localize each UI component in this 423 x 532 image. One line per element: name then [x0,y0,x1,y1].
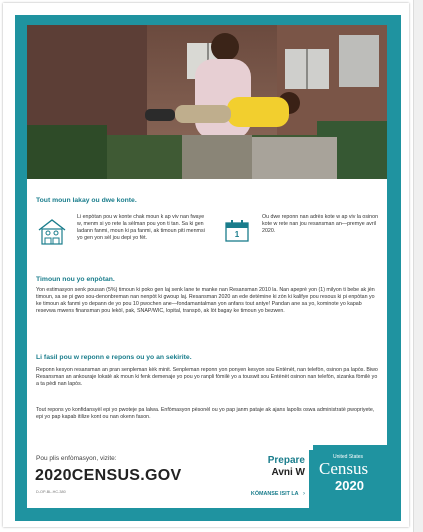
content-panel [27,179,387,450]
census-day-text: Ou dwe reponn nan adrès kote w ap viv la osinon kote w rete nan jou resansman an—premye avril 2020. [262,214,379,234]
family-photo-illustration [27,25,387,179]
children-matter-text: Yon estimasyon senk pousan (5%) timoun ki poko gen laj senk lane te manke nan Resansman 2010 la. Nan apeprè yon (1) milyon ti bebe ak jèn timoun, sa se pi gwo sou-denonbreman nan nenpòt ki gwoup laj. Resansman 2020 an ede detèmine ki zòn ki kalifye pou resous ki pi enpòtan yo ke timoun ak fanmi yo depann de yo pou 10 pwochen ane—fondamantalman yon anfans tout antye! Pandan ane sa yo, kominote yo kapab resevwa mwens finansman pou lekòl, pak, SNAP/WIC, lopital, transpò, ak lòt bagay ke timoun yo bezwen. [36,287,375,314]
heading-children-matter: Timoun nou yo enpòtan. [36,276,115,283]
start-here-cta[interactable] [251,482,305,500]
heading-easy-safe: Li fasil pou w reponn e repons ou yo an sekirite. [36,354,192,361]
document-code: D-OP-BL-HC-380 [36,490,66,494]
start-here-label: KÒMANSE ISIT LA [250,491,299,497]
footer [27,450,309,508]
calendar-day: 1 [234,230,240,239]
arrow-right-icon: › [303,491,305,497]
prepare-line2: Avni W [271,467,305,478]
calendar-icon [224,219,250,243]
count-everyone-text: Li enpòtan pou w konte chak moun k ap viv nan fwaye w, menm si yo rete la sèlman pou yon ti tan. Sa ki gen ladann fanmi, moun ki pa fanmi, ak timoun piti menmsi yo gen yon sèl jou depi yo fèt. [77,214,205,241]
family-house-icon [37,217,67,245]
census-logo [313,445,387,508]
census-word: Census [319,459,369,478]
scroll-bar[interactable] [413,0,423,532]
easy-safe-text: Reponn kesyon resansman an pran senpleman kèk minit. Senpleman reponn yon ponyen kesyon sou Entènèt, nan telefòn, osinon pa lapòs. Biwo Resansman an ankouraje lokatè ak moun ki fenk demenaje yo pou yo ranpli fòmilè yo a touswit sou Entènèt osinon nan telefòn, sizanka fòmilè yo a ta pèdi nan lapòs. [36,367,378,387]
family-photo [27,25,387,179]
census-year: 2020 [335,478,364,493]
census-agency: United States [333,454,364,460]
confidential-text: Tout repons yo konfidansyèl epi yo pwoteje pa lalwa. Enfòmasyon pèsonèl ou yo pap janm pataje ak ajans lapolis oswa administratè pwopriyete, epi yo pap kapab itilize kont ou nan okenn fason. [36,407,375,420]
flyer-page [3,3,409,527]
prepare-line1: Prepare [267,455,305,466]
more-info-label: Pou plis enfòmasyon, vizite: [36,455,117,462]
website-link[interactable]: 2020CENSUS.GOV [35,467,182,484]
heading-everyone-counts: Tout moun lakay ou dwe konte. [36,197,137,204]
